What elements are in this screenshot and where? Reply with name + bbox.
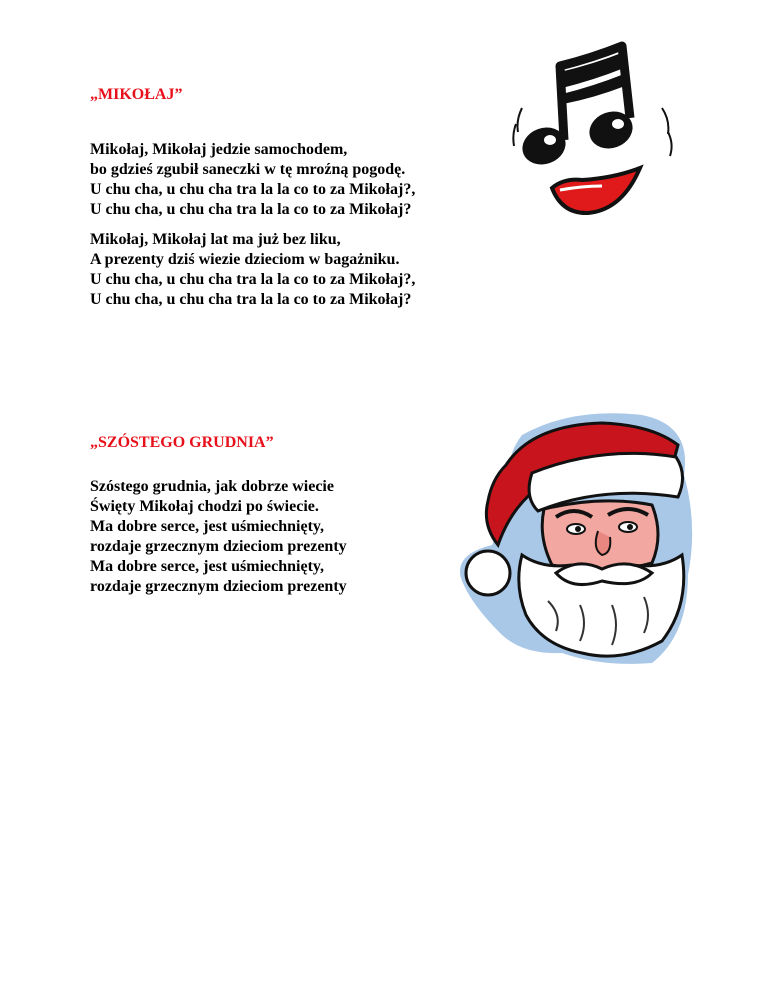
- lyric-line: U chu cha, u chu cha tra la la co to za Mikołaj?: [90, 201, 412, 218]
- stanza: [90, 230, 415, 310]
- song-title-szostego-grudnia: „SZÓSTEGO GRUDNIA”: [90, 434, 274, 451]
- stanza: [90, 140, 415, 220]
- lyric-line: rozdaje grzecznym dzieciom prezenty: [90, 578, 347, 595]
- lyric-line: Mikołaj, Mikołaj jedzie samochodem,: [90, 141, 348, 158]
- lyric-line: Ma dobre serce, jest uśmiechnięty,: [90, 518, 325, 535]
- lyric-line: rozdaje grzecznym dzieciom prezenty: [90, 538, 347, 555]
- santa-claus-face-clipart: [452, 405, 700, 667]
- lyric-line: A prezenty dziś wiezie dzieciom w bagażniku.: [90, 251, 400, 268]
- lyric-line: Ma dobre serce, jest uśmiechnięty,: [90, 558, 325, 575]
- song-title-mikolaj: „MIKOŁAJ”: [90, 86, 183, 103]
- lyric-line: bo gdzieś zgubił saneczki w tę mroźną pogodę.: [90, 161, 406, 178]
- lyric-line: U chu cha, u chu cha tra la la co to za Mikołaj?,: [90, 271, 416, 288]
- singing-music-note-clipart: [502, 28, 682, 223]
- lyric-line: Mikołaj, Mikołaj lat ma już bez liku,: [90, 231, 341, 248]
- lyric-line: Szóstego grudnia, jak dobrze wiecie: [90, 478, 334, 495]
- stanza: [90, 477, 347, 597]
- lyric-line: Święty Mikołaj chodzi po świecie.: [90, 498, 319, 515]
- lyric-line: U chu cha, u chu cha tra la la co to za Mikołaj?: [90, 291, 412, 308]
- lyric-line: U chu cha, u chu cha tra la la co to za Mikołaj?,: [90, 181, 416, 198]
